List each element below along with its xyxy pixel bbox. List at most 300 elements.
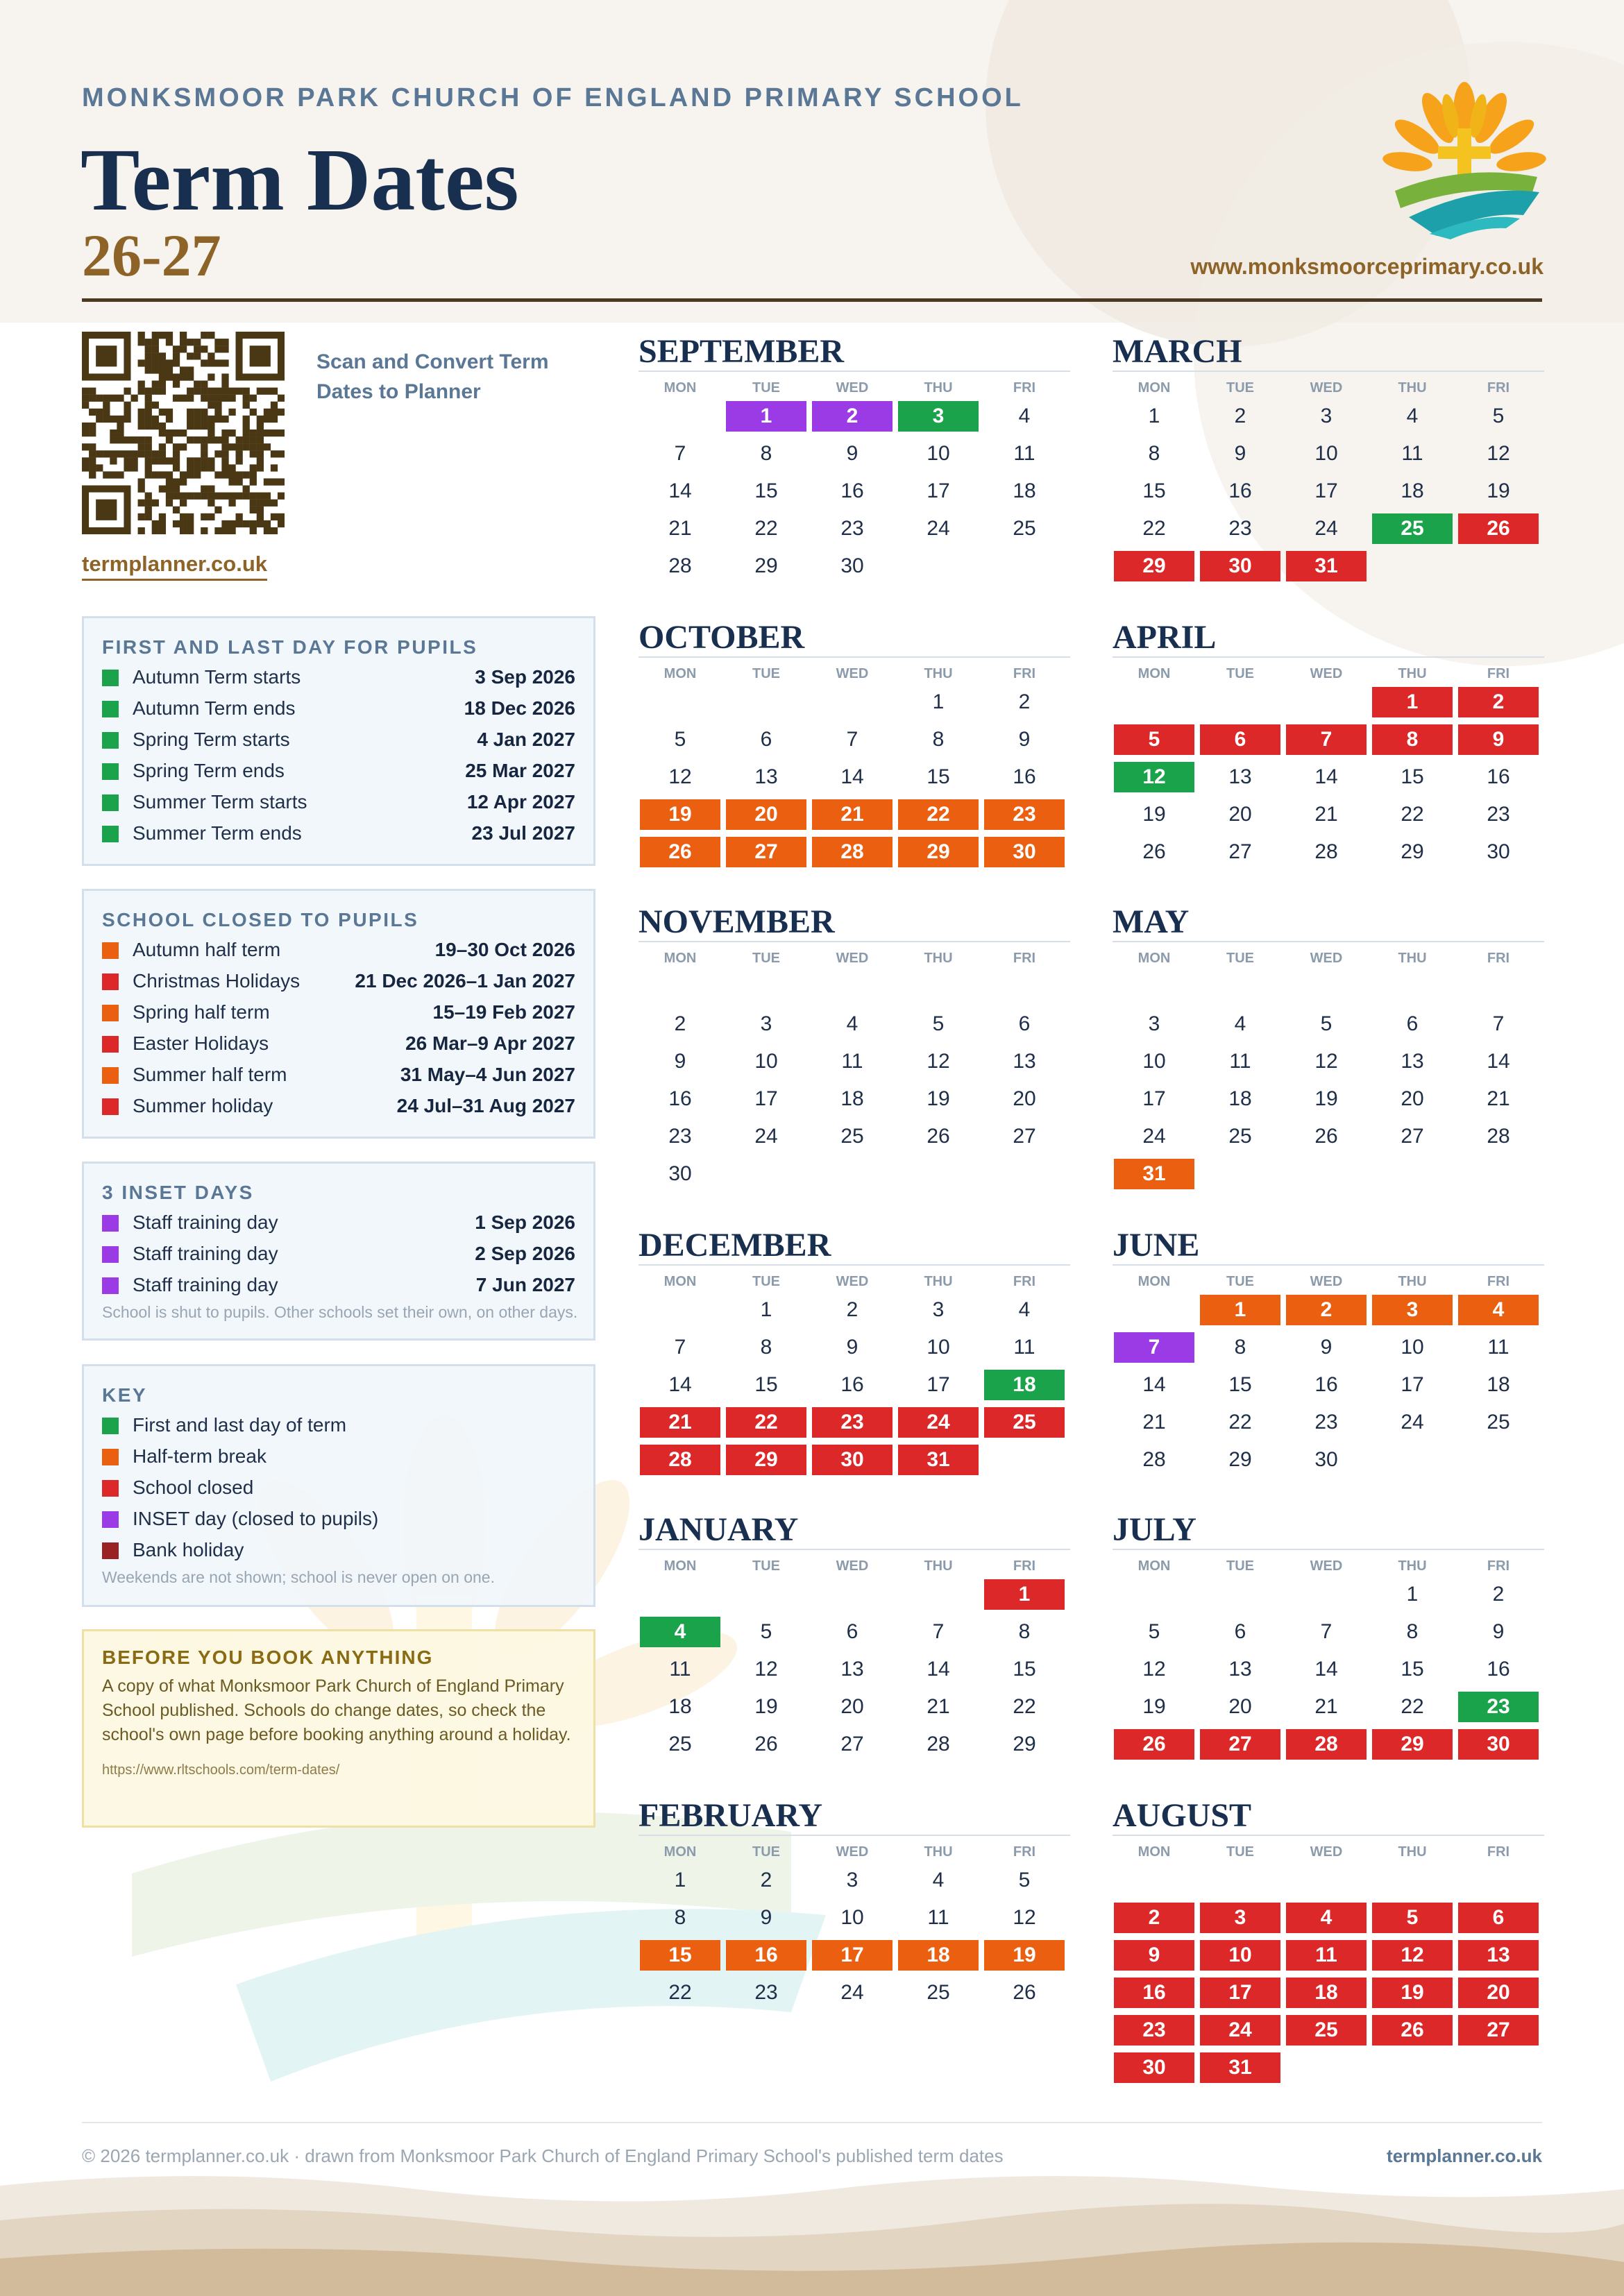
day-cell: 19: [1142, 803, 1166, 826]
weekday-label: FRI: [1487, 1844, 1510, 1860]
day-cell: 30: [1487, 840, 1510, 863]
weekday-header: [638, 658, 1070, 686]
day-cell: 26: [1457, 512, 1540, 545]
legend-row: [102, 996, 575, 1028]
weekday-label: MON: [1137, 666, 1171, 681]
day-cell: 12: [1314, 1050, 1338, 1073]
day-cell: 19: [1314, 1087, 1338, 1110]
month-name: DECEMBER: [638, 1227, 831, 1264]
color-swatch: [102, 973, 119, 990]
color-swatch: [102, 763, 119, 780]
row-label: Easter Holidays: [133, 1032, 269, 1054]
footer-credit: © 2026 termplanner.co.uk · drawn from Monksmoor Park Church of England Primary School's published term dates: [82, 2145, 1004, 2166]
day-cell: 1: [932, 690, 945, 713]
weekday-label: THU: [924, 666, 953, 681]
weekday-header: [638, 372, 1070, 400]
day-cell: 12: [1113, 760, 1196, 794]
day-cell: 29: [1371, 1728, 1454, 1761]
row-date: 21 Dec 2026–1 Jan 2027: [355, 970, 575, 992]
day-cell: 9: [760, 1906, 772, 1929]
weekday-label: FRI: [1487, 666, 1510, 681]
color-swatch: [102, 670, 119, 686]
day-cell: 5: [1113, 723, 1196, 756]
day-cell: 12: [1371, 1939, 1454, 1972]
day-cell: 24: [1314, 517, 1338, 540]
month-june: [1113, 1227, 1544, 1481]
day-cell: 27: [1401, 1125, 1424, 1148]
row-date: 3 Sep 2026: [475, 666, 575, 688]
termplanner-link[interactable]: termplanner.co.uk: [82, 552, 267, 581]
weekday-label: THU: [924, 1844, 953, 1860]
day-cell: 17: [927, 1373, 950, 1396]
weekday-label: MON: [663, 666, 697, 681]
day-cell: 4: [932, 1869, 945, 1891]
day-cell: 2: [1492, 1583, 1505, 1606]
day-grid: [1113, 1578, 1544, 1765]
row-label: Half-term break: [133, 1445, 267, 1467]
day-cell: 8: [674, 1906, 686, 1929]
day-cell: 3: [760, 1012, 772, 1035]
color-swatch: [102, 701, 119, 717]
legend-row: [102, 724, 575, 755]
day-cell: 23: [754, 1981, 778, 2004]
day-cell: 22: [1228, 1411, 1252, 1434]
month-name: JUNE: [1113, 1227, 1200, 1264]
day-cell: 18: [983, 1368, 1066, 1402]
day-cell: 9: [846, 1336, 858, 1359]
day-grid: [638, 686, 1070, 873]
day-cell: 19: [1142, 1695, 1166, 1718]
weekday-label: FRI: [1487, 951, 1510, 966]
row-label: Summer holiday: [133, 1095, 273, 1116]
row-label: Staff training day: [133, 1274, 278, 1295]
row-label: Spring Term starts: [133, 729, 290, 750]
day-cell: 17: [754, 1087, 778, 1110]
day-grid: [1113, 400, 1544, 587]
weekday-header: [1113, 372, 1544, 400]
weekday-label: MON: [663, 380, 697, 396]
weekday-label: TUE: [752, 380, 780, 396]
day-cell: 23: [983, 798, 1066, 831]
day-cell: 1: [1199, 1293, 1282, 1327]
day-cell: 20: [725, 798, 808, 831]
weekday-header: [638, 942, 1070, 970]
day-cell: 16: [1228, 479, 1252, 502]
day-cell: 18: [668, 1695, 692, 1718]
day-cell: 4: [638, 1615, 722, 1649]
key-panel: [82, 1364, 595, 1607]
row-label: Staff training day: [133, 1211, 278, 1233]
row-date: 25 Mar 2027: [465, 760, 575, 781]
day-cell: 20: [1401, 1087, 1424, 1110]
weekday-label: FRI: [1487, 380, 1510, 396]
day-cell: 19: [1371, 1976, 1454, 2009]
color-swatch: [102, 1511, 119, 1528]
day-cell: 5: [1320, 1012, 1333, 1035]
day-cell: 16: [840, 479, 864, 502]
day-cell: 29: [897, 835, 980, 869]
page-title: Term Dates: [81, 130, 519, 229]
day-cell: 14: [927, 1658, 950, 1681]
day-grid: [638, 1578, 1070, 1765]
row-date: 12 Apr 2027: [466, 791, 575, 813]
day-cell: 8: [760, 442, 772, 465]
month-name: FEBRUARY: [638, 1797, 822, 1834]
day-cell: 13: [1013, 1050, 1036, 1073]
day-cell: 28: [668, 554, 692, 577]
row-label: Bank holiday: [133, 1539, 244, 1561]
weekday-header: [1113, 1550, 1544, 1578]
day-cell: 7: [1492, 1012, 1505, 1035]
day-cell: 13: [754, 765, 778, 788]
day-grid: [638, 1293, 1070, 1481]
day-cell: 24: [840, 1981, 864, 2004]
weekday-label: MON: [663, 1844, 697, 1860]
row-date: 31 May–4 Jun 2027: [400, 1064, 575, 1085]
day-cell: 1: [983, 1578, 1066, 1611]
day-cell: 20: [840, 1695, 864, 1718]
day-cell: 8: [1234, 1336, 1246, 1359]
source-url-link[interactable]: https://www.rltschools.com/term-dates/: [102, 1762, 340, 1778]
color-swatch: [102, 1246, 119, 1263]
day-cell: 2: [1113, 1901, 1196, 1934]
color-swatch: [102, 1036, 119, 1053]
day-cell: 31: [1199, 2051, 1282, 2084]
row-label: First and last day of term: [133, 1414, 347, 1436]
day-cell: 1: [1148, 405, 1160, 427]
color-swatch: [102, 1480, 119, 1497]
inset-days-panel: [82, 1162, 595, 1341]
day-cell: 9: [1113, 1939, 1196, 1972]
weekday-label: TUE: [1226, 380, 1254, 396]
day-cell: 23: [840, 517, 864, 540]
day-cell: 29: [1113, 550, 1196, 583]
panel-title: SCHOOL CLOSED TO PUPILS: [102, 909, 419, 930]
footer-waves: [0, 2172, 1624, 2296]
day-cell: 26: [1314, 1125, 1338, 1148]
day-cell: 16: [725, 1939, 808, 1972]
day-cell: 6: [846, 1620, 858, 1643]
color-swatch: [102, 1098, 119, 1115]
day-cell: 18: [1401, 479, 1424, 502]
day-cell: 22: [1401, 803, 1424, 826]
day-cell: 27: [1199, 1728, 1282, 1761]
day-cell: 25: [1285, 2014, 1368, 2047]
weekday-label: FRI: [1013, 666, 1036, 681]
weekday-label: WED: [836, 666, 869, 681]
day-cell: 17: [811, 1939, 894, 1972]
month-february: [638, 1797, 1070, 2014]
day-cell: 4: [1234, 1012, 1246, 1035]
row-label: Summer Term ends: [133, 822, 302, 844]
day-grid: [1113, 970, 1544, 1195]
day-cell: 5: [674, 728, 686, 751]
weekday-label: THU: [1398, 951, 1427, 966]
weekday-label: TUE: [1226, 1844, 1254, 1860]
day-cell: 11: [669, 1658, 691, 1681]
school-website-link[interactable]: www.monksmoorceprimary.co.uk: [1190, 254, 1543, 279]
day-cell: 10: [1142, 1050, 1166, 1073]
month-april: [1113, 619, 1544, 873]
school-closed-panel: [82, 889, 595, 1139]
day-cell: 26: [1013, 1981, 1036, 2004]
day-grid: [1113, 1293, 1544, 1481]
day-cell: 9: [674, 1050, 686, 1073]
weekday-label: TUE: [752, 1274, 780, 1289]
color-swatch: [102, 732, 119, 749]
day-cell: 22: [668, 1981, 692, 2004]
legend-row: [102, 692, 575, 724]
day-cell: 23: [811, 1406, 894, 1439]
day-cell: 10: [1199, 1939, 1282, 1972]
day-cell: 16: [1113, 1976, 1196, 2009]
day-cell: 29: [725, 1443, 808, 1477]
weekday-label: FRI: [1013, 1274, 1036, 1289]
day-cell: 30: [840, 554, 864, 577]
day-cell: 25: [1371, 512, 1454, 545]
day-cell: 6: [1199, 723, 1282, 756]
day-cell: 24: [754, 1125, 778, 1148]
day-cell: 27: [840, 1733, 864, 1755]
day-cell: 10: [754, 1050, 778, 1073]
month-name: APRIL: [1113, 619, 1217, 656]
day-cell: 16: [1487, 1658, 1510, 1681]
day-cell: 17: [1314, 479, 1338, 502]
legend-row: [102, 1269, 575, 1300]
day-cell: 15: [1401, 765, 1424, 788]
day-cell: 4: [1457, 1293, 1540, 1327]
weekday-header: [1113, 658, 1544, 686]
day-cell: 18: [1013, 479, 1036, 502]
row-label: Spring half term: [133, 1001, 270, 1023]
day-cell: 30: [1199, 550, 1282, 583]
day-cell: 26: [1371, 2014, 1454, 2047]
weekday-label: WED: [836, 1558, 869, 1574]
row-label: Christmas Holidays: [133, 970, 301, 992]
day-cell: 4: [1018, 405, 1031, 427]
day-cell: 22: [897, 798, 980, 831]
day-cell: 4: [1285, 1901, 1368, 1934]
row-date: 24 Jul–31 Aug 2027: [396, 1095, 575, 1116]
weekday-label: THU: [924, 380, 953, 396]
day-cell: 7: [932, 1620, 945, 1643]
panel-title: KEY: [102, 1384, 148, 1406]
legend-row: [102, 1409, 575, 1440]
day-cell: 21: [1487, 1087, 1510, 1110]
key-note: Weekends are not shown; school is never open on one.: [102, 1568, 495, 1586]
day-cell: 1: [725, 400, 808, 433]
day-cell: 2: [674, 1012, 686, 1035]
day-cell: 6: [760, 728, 772, 751]
row-date: 1 Sep 2026: [475, 1211, 575, 1233]
day-cell: 26: [1113, 1728, 1196, 1761]
book-text: A copy of what Monksmoor Park Church of England Primary School published. Schools do change dates, so check the school's own page before booking anything around a holiday.: [102, 1676, 571, 1744]
month-may: [1113, 903, 1544, 1195]
day-cell: 12: [1142, 1658, 1166, 1681]
day-cell: 22: [754, 517, 778, 540]
month-august: [1113, 1797, 1544, 2089]
day-cell: 4: [1018, 1298, 1031, 1321]
day-cell: 9: [846, 442, 858, 465]
day-cell: 4: [1406, 405, 1419, 427]
day-cell: 24: [1199, 2014, 1282, 2047]
school-logo-icon: [1381, 80, 1548, 239]
legend-row: [102, 934, 575, 965]
day-cell: 15: [638, 1939, 722, 1972]
color-swatch: [102, 1005, 119, 1021]
day-cell: 16: [668, 1087, 692, 1110]
weekday-label: FRI: [1487, 1558, 1510, 1574]
before-you-book-panel: [82, 1629, 595, 1828]
color-swatch: [102, 794, 119, 811]
day-cell: 2: [1018, 690, 1031, 713]
day-cell: 20: [1457, 1976, 1540, 2009]
day-cell: 10: [840, 1906, 864, 1929]
day-cell: 27: [1228, 840, 1252, 863]
weekday-label: THU: [1398, 666, 1427, 681]
day-cell: 31: [897, 1443, 980, 1477]
panel-title: FIRST AND LAST DAY FOR PUPILS: [102, 636, 478, 658]
day-cell: 27: [1457, 2014, 1540, 2047]
color-swatch: [102, 942, 119, 959]
weekday-label: THU: [924, 951, 953, 966]
day-cell: 18: [840, 1087, 864, 1110]
day-cell: 14: [1314, 1658, 1338, 1681]
day-cell: 18: [1487, 1373, 1510, 1396]
day-cell: 8: [760, 1336, 772, 1359]
day-cell: 26: [1142, 840, 1166, 863]
month-name: OCTOBER: [638, 619, 805, 656]
day-cell: 18: [1285, 1976, 1368, 2009]
day-cell: 16: [840, 1373, 864, 1396]
day-cell: 23: [668, 1125, 692, 1148]
weekday-label: WED: [836, 1274, 869, 1289]
book-title: BEFORE YOU BOOK ANYTHING: [102, 1647, 434, 1668]
row-label: Spring Term ends: [133, 760, 285, 781]
month-name: JANUARY: [638, 1511, 799, 1548]
weekday-label: FRI: [1013, 380, 1036, 396]
academic-year: 26-27: [82, 222, 221, 289]
panel-title: 3 INSET DAYS: [102, 1182, 254, 1203]
day-grid: [1113, 686, 1544, 873]
weekday-header: [1113, 1836, 1544, 1864]
legend-row: [102, 1534, 575, 1565]
day-cell: 21: [811, 798, 894, 831]
day-cell: 14: [668, 479, 692, 502]
month-name: MARCH: [1113, 333, 1242, 370]
weekday-label: TUE: [1226, 951, 1254, 966]
day-cell: 19: [1487, 479, 1510, 502]
month-march: [1113, 333, 1544, 587]
day-cell: 9: [1234, 442, 1246, 465]
weekday-label: WED: [836, 951, 869, 966]
day-cell: 1: [1406, 1583, 1419, 1606]
day-cell: 19: [983, 1939, 1066, 1972]
weekday-label: THU: [1398, 1274, 1427, 1289]
day-grid: [638, 970, 1070, 1195]
weekday-label: TUE: [1226, 1558, 1254, 1574]
day-cell: 28: [1314, 840, 1338, 863]
day-cell: 30: [983, 835, 1066, 869]
footer-link[interactable]: termplanner.co.uk: [1387, 2145, 1542, 2166]
day-cell: 5: [932, 1012, 945, 1035]
row-date: 4 Jan 2027: [477, 729, 575, 750]
legend-row: [102, 1059, 575, 1090]
row-label: Autumn Term ends: [133, 697, 296, 719]
day-cell: 13: [1228, 765, 1252, 788]
day-cell: 25: [1487, 1411, 1510, 1434]
day-cell: 15: [754, 1373, 778, 1396]
day-cell: 27: [725, 835, 808, 869]
row-date: 15–19 Feb 2027: [432, 1001, 575, 1023]
day-cell: 23: [1113, 2014, 1196, 2047]
day-cell: 30: [1113, 2051, 1196, 2084]
legend-row: [102, 1472, 575, 1503]
month-name: NOVEMBER: [638, 903, 835, 940]
weekday-label: FRI: [1487, 1274, 1510, 1289]
legend-row: [102, 1028, 575, 1059]
row-date: 7 Jun 2027: [475, 1274, 575, 1295]
day-cell: 16: [1013, 765, 1036, 788]
row-label: School closed: [133, 1477, 254, 1498]
day-cell: 30: [668, 1162, 692, 1185]
month-name: JULY: [1113, 1511, 1196, 1548]
weekday-label: FRI: [1013, 951, 1036, 966]
day-cell: 24: [897, 1406, 980, 1439]
row-date: 23 Jul 2027: [471, 822, 575, 844]
day-cell: 30: [1314, 1448, 1338, 1471]
weekday-label: MON: [663, 1558, 697, 1574]
day-cell: 28: [927, 1733, 950, 1755]
weekday-label: FRI: [1013, 1844, 1036, 1860]
day-cell: 11: [1285, 1939, 1368, 1972]
inset-note: School is shut to pupils. Other schools set their own, on other days.: [102, 1303, 578, 1321]
color-swatch: [102, 1067, 119, 1084]
day-cell: 27: [1013, 1125, 1036, 1148]
day-cell: 24: [1142, 1125, 1166, 1148]
day-cell: 9: [1320, 1336, 1333, 1359]
day-cell: 3: [897, 400, 980, 433]
day-cell: 11: [1013, 1336, 1035, 1359]
weekday-label: TUE: [1226, 666, 1254, 681]
day-cell: 5: [1492, 405, 1505, 427]
day-cell: 7: [674, 1336, 686, 1359]
day-cell: 18: [1228, 1087, 1252, 1110]
row-date: 19–30 Oct 2026: [434, 939, 575, 960]
day-cell: 2: [1234, 405, 1246, 427]
month-january: [638, 1511, 1070, 1765]
month-name: MAY: [1113, 903, 1190, 940]
day-grid: [638, 1864, 1070, 2014]
color-swatch: [102, 1542, 119, 1559]
day-cell: 7: [1320, 1620, 1333, 1643]
day-cell: 25: [927, 1981, 950, 2004]
weekday-label: WED: [1310, 951, 1343, 966]
qr-code-icon[interactable]: [82, 332, 285, 534]
day-cell: 29: [1228, 1448, 1252, 1471]
weekday-label: WED: [1310, 1558, 1343, 1574]
day-grid: [638, 400, 1070, 587]
day-cell: 3: [1371, 1293, 1454, 1327]
day-cell: 1: [674, 1869, 686, 1891]
day-cell: 10: [927, 442, 950, 465]
day-cell: 2: [760, 1869, 772, 1891]
row-label: Staff training day: [133, 1243, 278, 1264]
weekday-label: WED: [1310, 1274, 1343, 1289]
weekday-label: TUE: [752, 1844, 780, 1860]
day-cell: 19: [754, 1695, 778, 1718]
day-cell: 2: [846, 1298, 858, 1321]
